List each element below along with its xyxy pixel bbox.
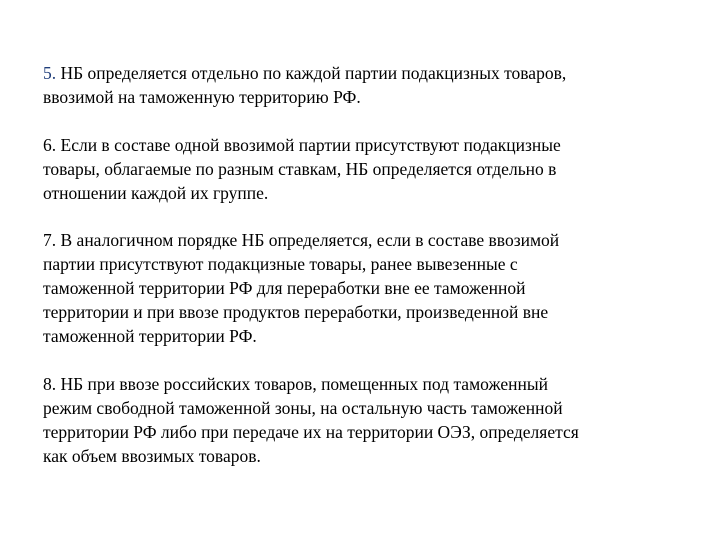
paragraph-number: 6. [43, 135, 57, 155]
paragraph-8 [43, 372, 673, 468]
paragraph-line: территории и при ввозе продуктов переработки, произведенной вне [43, 302, 549, 322]
paragraph-line [43, 228, 673, 252]
paragraph-line: таможенной территории РФ для переработки вне ее таможенной [43, 278, 526, 298]
paragraph-text: В аналогичном порядке НБ определяется, если в составе ввозимой [60, 230, 560, 250]
paragraph-7 [43, 228, 673, 348]
paragraph-line: ввозимой на таможенную территорию РФ. [43, 87, 361, 107]
paragraph-line: отношении каждой их группе. [43, 183, 269, 203]
paragraph-line: как объем ввозимых товаров. [43, 446, 261, 466]
paragraph-6 [43, 133, 673, 205]
paragraph-line [43, 133, 673, 157]
paragraph-line [43, 372, 673, 396]
paragraph-5 [43, 61, 673, 109]
paragraph-number: 5. [43, 63, 57, 83]
paragraph-line: партии присутствуют подакцизные товары, ранее вывезенные с [43, 254, 518, 274]
paragraph-line: таможенной территории РФ. [43, 326, 257, 346]
paragraph-line [43, 61, 673, 85]
paragraph-line: режим свободной таможенной зоны, на остальную часть таможенной [43, 398, 563, 418]
paragraph-text: НБ определяется отдельно по каждой партии подакцизных товаров, [60, 63, 567, 83]
paragraph-text: НБ при ввозе российских товаров, помещенных под таможенный [60, 374, 548, 394]
paragraph-number: 8. [43, 374, 57, 394]
paragraph-line: товары, облагаемые по разным ставкам, НБ определяется отдельно в [43, 159, 557, 179]
paragraph-number: 7. [43, 230, 57, 250]
paragraph-line: территории РФ либо при передаче их на территории ОЭЗ, определяется [43, 422, 579, 442]
paragraph-text: Если в составе одной ввозимой партии присутствуют подакцизные [60, 135, 561, 155]
